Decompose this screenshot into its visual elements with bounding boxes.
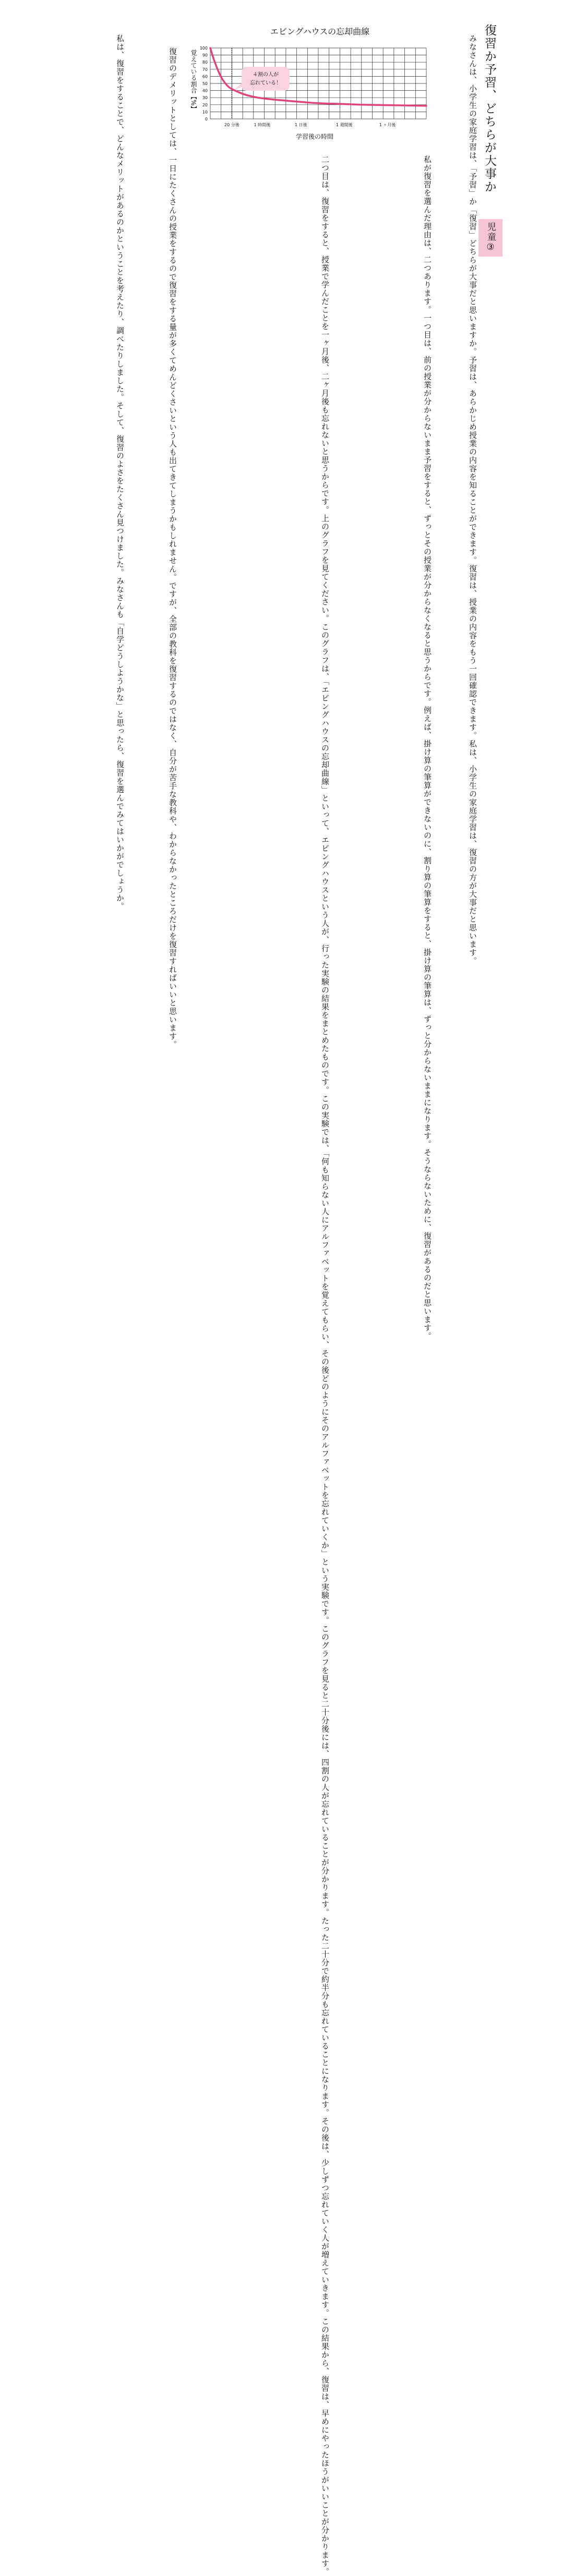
intro-paragraph: みなさんは、小学生の家庭学習は、「予習」か「復習」どちらが大事だと思いますか。予習は、あらかじめ授業の内容を知ることができます。復習は、授業の内容をもう一回確認できます。私は、小学生の家庭学習は、復習の方が大事だと思います。 — [468, 26, 477, 965]
y-tick-label: 80 — [202, 60, 208, 65]
y-tick-label: 60 — [202, 74, 208, 79]
x-tick-label: 20 分後 — [224, 123, 239, 127]
x-tick-label: 1 週間後 — [336, 123, 353, 127]
demerit-column — [127, 39, 178, 1049]
annotation-text: 忘れている！ — [250, 80, 281, 86]
chart-annotation — [234, 67, 290, 91]
reason-column — [356, 147, 433, 1340]
y-tick-label: 20 — [202, 102, 208, 107]
x-tick-label: 1 ヶ月後 — [379, 123, 396, 127]
chart-title: エビングハウスの忘却曲線 — [270, 27, 370, 37]
y-tick-label: 0 — [205, 117, 208, 122]
y-tick-label: 40 — [202, 88, 208, 93]
y-axis-label: 覚えている割合【%】 — [190, 50, 197, 112]
x-tick-label: 1 時間後 — [254, 123, 271, 127]
reason-paragraph: 私が復習を選んだ理由は、二つあります。一つ目は、前の授業が分からないまま予習をすると、ずっとその授業が分からなくなると思うからです。例えば、掛け算の筆算ができないのに、割り算の筆算をすると、掛け算の筆算は、ずっと分からないままになります。そうならないために、復習があるのだと思います。 — [423, 147, 432, 1340]
graph-explanation-column — [189, 147, 331, 2576]
forgetting-curve-chart — [185, 21, 430, 143]
page-title: 復習か予習、どちらが大事か — [483, 24, 496, 193]
y-tick-label: 70 — [202, 67, 208, 72]
annotation-text: ４割の人が — [253, 72, 279, 78]
graph-explanation-paragraph: 二つ目は、復習をすると、授業で学んだことを一ヶ月後、二ヶ月後も忘れないと思うからです。上のグラフを見てください。このグラフは、「エビングハウスの忘却曲線」といって、エビングハウスという人が、行った実験の結果をまとめたものです。この実験では、「何も知らない人にアルファベットを覚えてもらい、その後どのようにそのアルファベットを忘れていくか」という実験です。このグラフを見ると二十分後には、四割の人が忘れていることが分かります。たった二十分で約半分も忘れていることになります。その後は、少しずつ忘れていく人が増えていきます。この結果から、復習は、早めにやったほうがいいことが分かります。 — [320, 147, 330, 2576]
intro-column — [438, 26, 478, 965]
demerit-paragraph: 復習のデメリットとしては、一日にたくさんの授業をするので復習をする量が多くてめんどくさいという人も出てきてしまうかもしれません。ですが、全部の教科を復習するのではなく、自分が苦手な教科や、わからなかったところだけを復習すればいいと思います。 — [168, 39, 177, 1049]
x-tick-label: 1 日後 — [295, 123, 307, 127]
y-tick-label: 90 — [202, 53, 208, 58]
conclusion-column — [75, 26, 126, 911]
y-tick-label: 10 — [202, 110, 208, 115]
y-tick-label: 100 — [199, 46, 208, 51]
x-axis-label: 学習後の時間 — [295, 133, 334, 140]
student-badge: 児童③ — [478, 219, 502, 257]
y-tick-label: 50 — [202, 81, 208, 86]
y-tick-label: 30 — [202, 95, 208, 101]
conclusion-paragraph: 私は、復習をすることで、どんなメリットがあるのかということを考えたり、調べたりしました。そして、復習のよさをたくさん見つけました。みなさんも「自学どうしようかな」と思ったら、復習を選んでみてはいかがでしょうか。 — [115, 26, 125, 911]
